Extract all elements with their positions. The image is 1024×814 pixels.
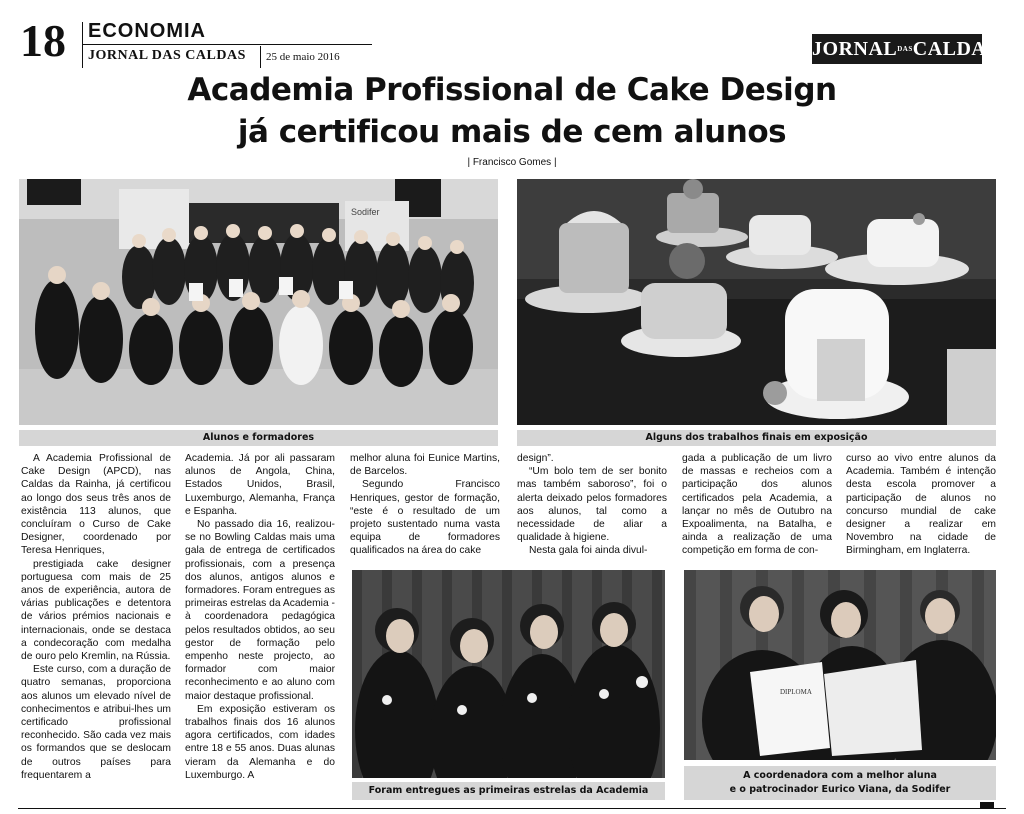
sodifer-banner-text: Sodifer bbox=[351, 207, 380, 217]
column-6 bbox=[846, 452, 996, 558]
coordinator-photo-image bbox=[684, 570, 996, 760]
diploma-text: DIPLOMA bbox=[780, 688, 812, 696]
newspaper-logo: $JORNAL^{DAS}CALDAS$ bbox=[812, 34, 982, 64]
caption-coordinator-line-1: A coordenadora com a melhor aluna bbox=[743, 770, 937, 781]
photo-stars bbox=[352, 570, 665, 778]
column-4-paragraph-2: “Um bolo tem de ser bonito mas também saboroso”, foi o alerta deixado pelos formadores aos alunos, tal como a necessidade de aliar a qualidade à higiene. bbox=[517, 466, 667, 544]
photo-group bbox=[19, 179, 498, 425]
column-3-paragraph-1: melhor aluna foi Eunice Martins, de Barcelos. bbox=[350, 453, 500, 478]
column-1-paragraph-1: A Academia Profissional de Cake Design (APCD), nas Caldas da Rainha, já certificou ao longo dos seus três anos de existência 113 alunos, que concluíram o Curso de Cake Designer, coordenado por Teresa Henriques, bbox=[21, 453, 171, 557]
caption-cakes-photo: Alguns dos trabalhos finais em exposição bbox=[517, 430, 996, 446]
header-divider bbox=[82, 22, 83, 68]
column-1 bbox=[21, 452, 171, 782]
headline-line-2: já certificou mais de cem alunos bbox=[237, 114, 787, 150]
column-3 bbox=[350, 452, 500, 558]
column-1-paragraph-3: Este curso, com a duração de quatro semanas, proporciona aos alunos um elevado nível de conhecimentos e atribui-lhes um certificado profissional reconhecido. São cada vez mais os formandos que se deslocam de outros países para frequentarem a bbox=[21, 664, 171, 781]
column-5-paragraph-1: gada a publicação de um livro de massas e recheios com a participação dos alunos certificados pela Academia, a lançar no mês de Outubro na Expoalimenta, na Batalha, e ainda a realização de uma competição em forma de con- bbox=[682, 453, 832, 557]
caption-stars-photo: Foram entregues as primeiras estrelas da Academia bbox=[352, 782, 665, 800]
group-photo-image bbox=[19, 179, 498, 425]
column-5 bbox=[682, 452, 832, 558]
column-4-paragraph-3: Nesta gala foi ainda divul- bbox=[529, 545, 648, 557]
bottom-rule bbox=[18, 808, 1006, 809]
column-6-paragraph-1: curso ao vivo entre alunos da Academia. Também é intenção desta escola promover a participação de alunos no concurso mundial de cake designer a realizar em Novembro na cidade de Birmingham, em Inglaterra. bbox=[846, 453, 996, 557]
bottom-end-mark bbox=[980, 802, 994, 809]
column-2-paragraph-3: Em exposição estiveram os trabalhos finais dos 16 alunos agora certificados, com idades entre 18 e 55 anos. Duas alunas vieram da Alemanha e do Luxemburgo. A bbox=[185, 703, 335, 781]
column-3-paragraph-2: Segundo Francisco Henriques, gestor de formação, “este é o resultado de um projeto sustentado numa vasta equipa de formadores qualificados na área do cake bbox=[350, 479, 500, 557]
stars-photo-image bbox=[352, 570, 665, 778]
column-2-paragraph-1: Academia. Já por ali passaram alunos de Angola, China, Estados Unidos, Brasil, Luxemburgo, Alemanha, França e Espanha. bbox=[185, 453, 335, 517]
headline-line-1: Academia Profissional de Cake Design bbox=[187, 72, 837, 108]
photo-cakes bbox=[517, 179, 996, 425]
cakes-photo-image bbox=[517, 179, 996, 425]
photo-coordinator bbox=[684, 570, 996, 760]
column-2-paragraph-2: No passado dia 16, realizou-se no Bowling Caldas mais uma gala de entrega de certificados profissionais, com a presença dos alunos, antigos alunos e formadores. Foram entregues as primeiras estrelas da Academia - à coordenadora pedagógica pelos resultados obtidos, ao seu gestor de formação pelo empenho neste projecto, ao formador com maior reconhecimento e ao aluno com maior destaque profissional. bbox=[185, 519, 335, 702]
caption-group-photo: Alunos e formadores bbox=[19, 430, 498, 446]
column-4-paragraph-1: design”. bbox=[517, 453, 554, 464]
section-title: ECONOMIA bbox=[88, 20, 206, 42]
caption-coordinator-photo bbox=[684, 766, 996, 800]
column-2 bbox=[185, 452, 335, 782]
byline: | Francisco Gomes | bbox=[467, 157, 557, 168]
column-4 bbox=[517, 452, 667, 558]
date-separator bbox=[260, 46, 261, 68]
column-1-paragraph-2: prestigiada cake designer portuguesa com mais de 25 anos de experiência, autora de várias publicações e detentora de vários prémios nacionais e internacionais, onde se destaca a condecoração com medalha de ouro pelo Kremlin, na Rússia. bbox=[21, 558, 171, 663]
caption-coordinator-line-2: e o patrocinador Eurico Viana, da Sodifer bbox=[729, 784, 951, 795]
issue-date: 25 de maio 2016 bbox=[266, 51, 340, 63]
paper-name: JORNAL DAS CALDAS bbox=[88, 48, 246, 63]
page-number: 18 bbox=[20, 15, 66, 66]
section-rule bbox=[82, 44, 372, 45]
